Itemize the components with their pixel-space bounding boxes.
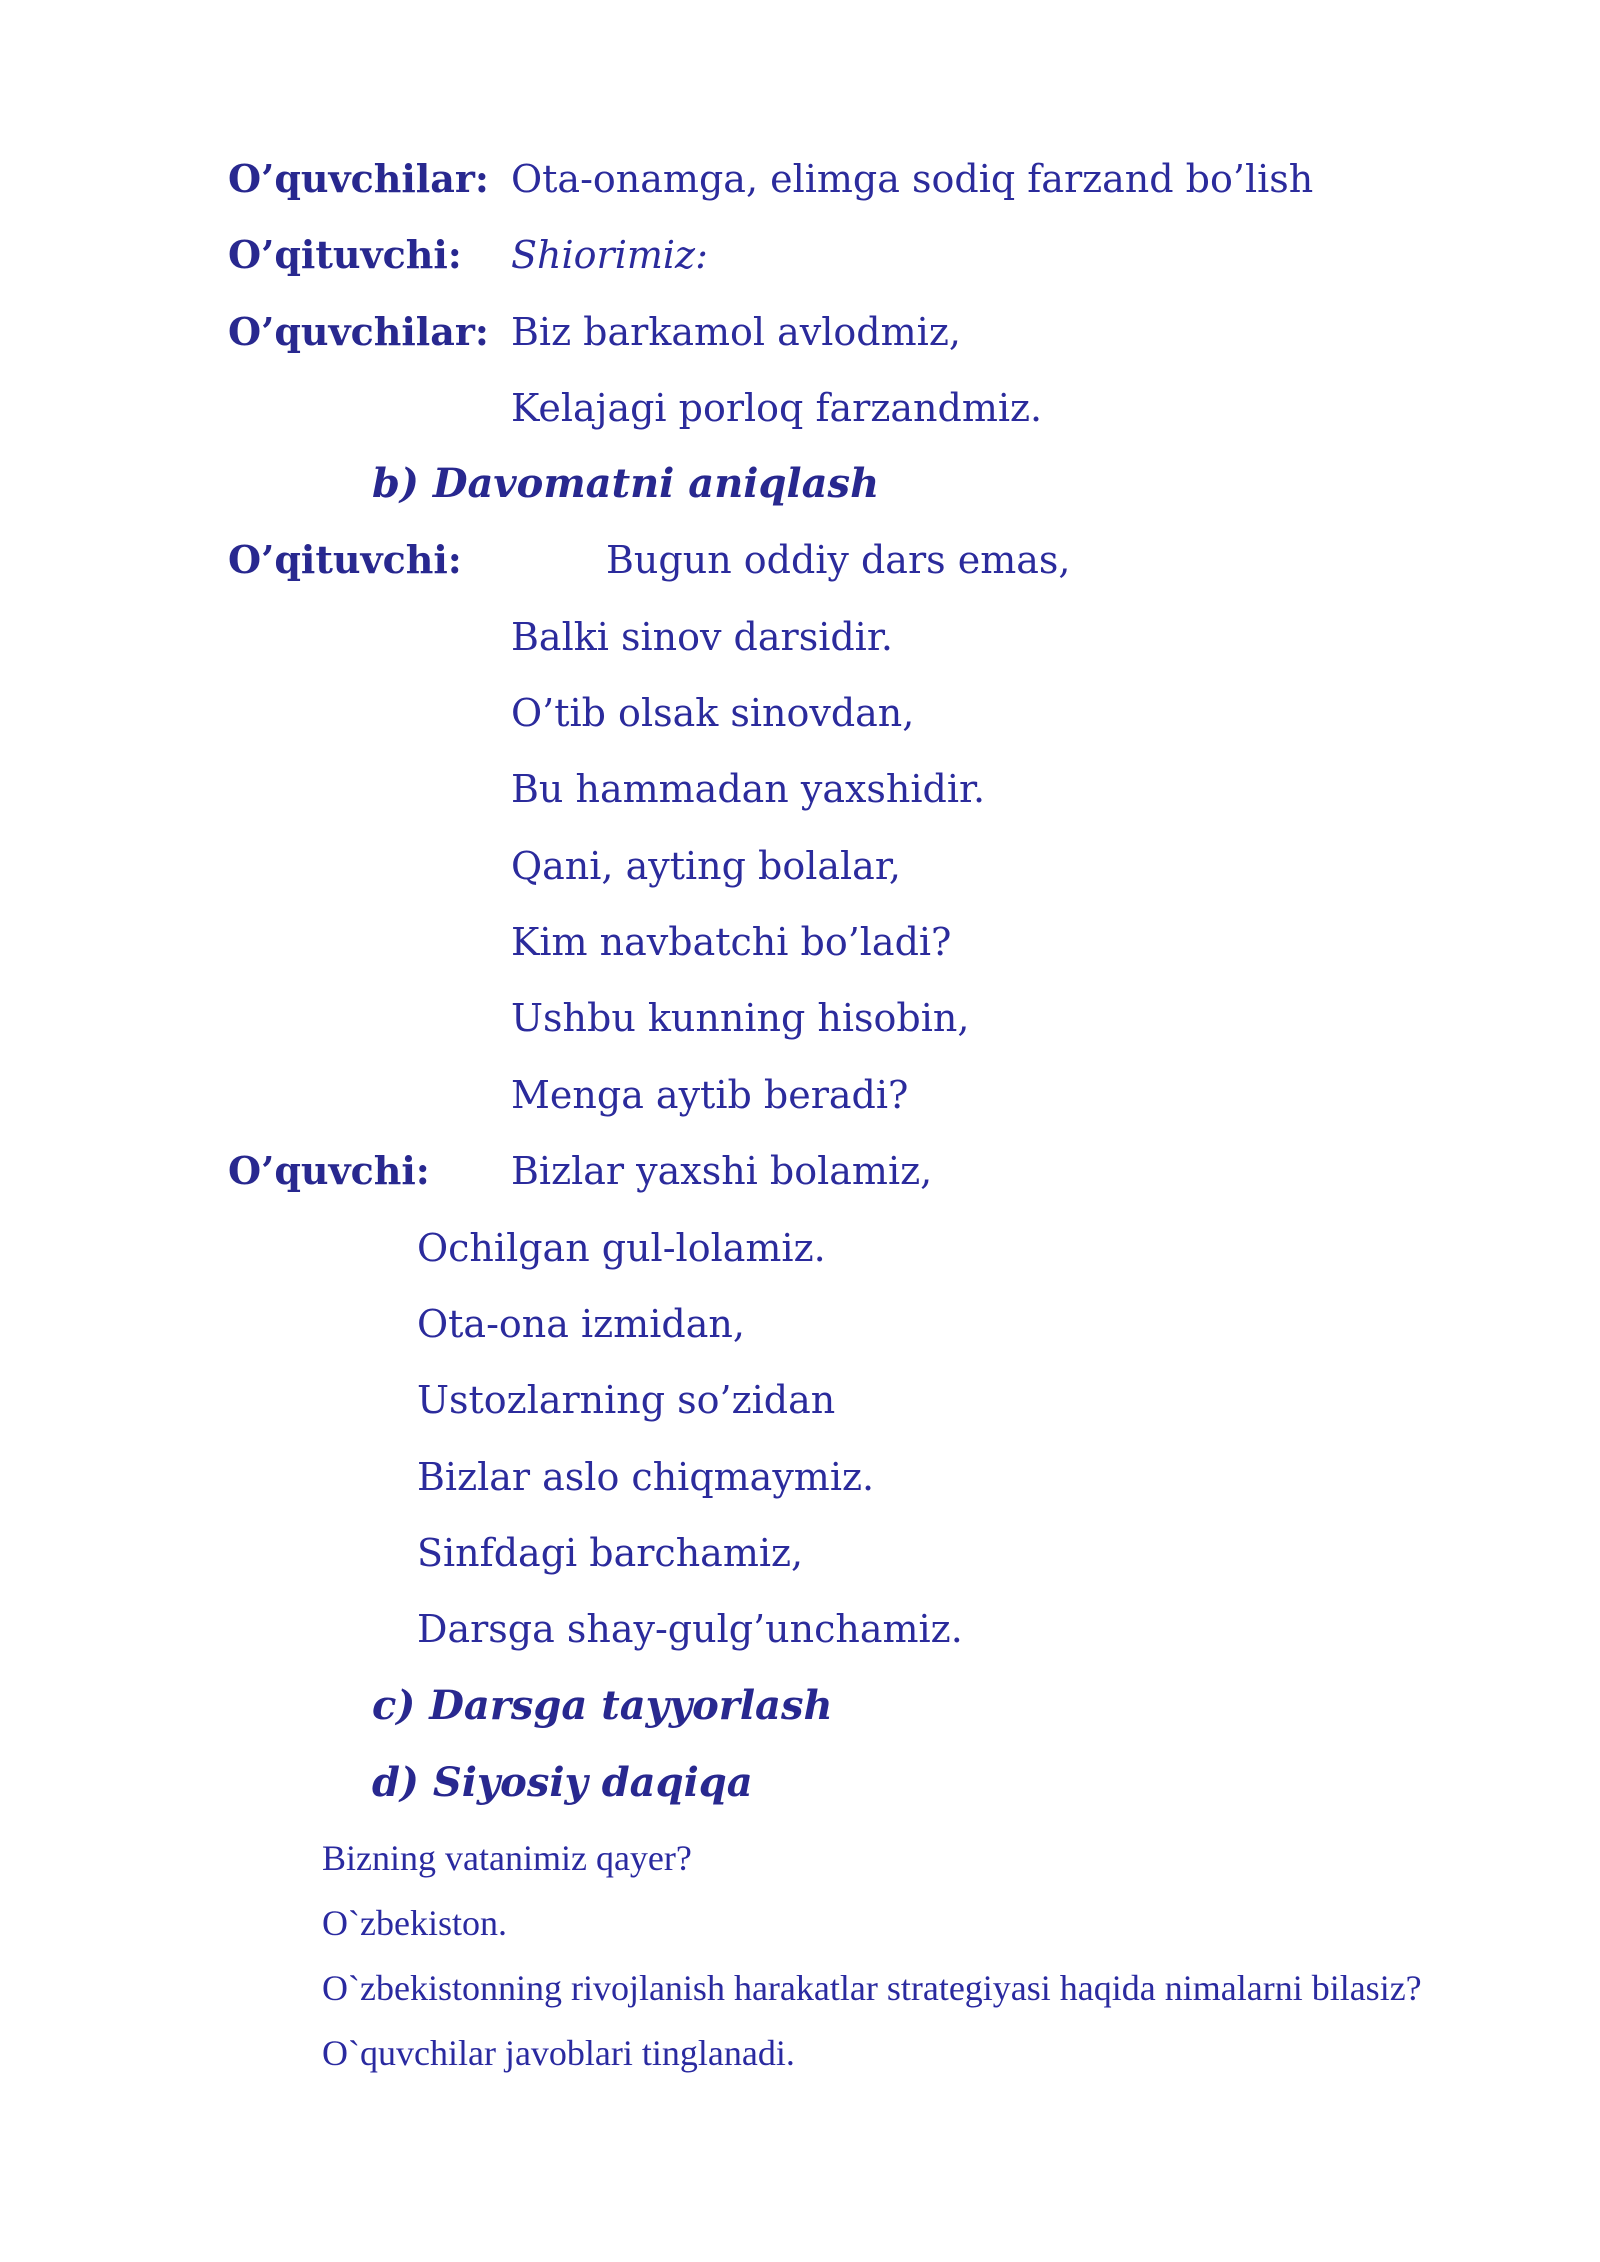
poem-line: Ota-ona izmidan,	[417, 1302, 745, 1346]
speaker-label: O’qituvchi:	[228, 537, 462, 582]
poem-line: Ushbu kunning hisobin,	[511, 996, 970, 1040]
answer-line: O`zbekiston.	[322, 1903, 507, 1943]
dialogue-line: Shiorimiz:	[511, 233, 708, 277]
poem-line: Sinfdagi barchamiz,	[417, 1531, 804, 1575]
speaker-label: O’qituvchi:	[228, 232, 462, 277]
dialogue-line: Kelajagi porloq farzandmiz.	[511, 386, 1043, 430]
poem-line: Ochilgan gul-lolamiz.	[417, 1226, 826, 1270]
question-line: O`zbekistonning rivojlanish harakatlar strategiyasi haqida nimalarni bilasiz?	[322, 1968, 1422, 2008]
answer-line: O`quvchilar javoblari tinglanadi.	[322, 2033, 795, 2073]
poem-line: Bizlar yaxshi bolamiz,	[511, 1149, 933, 1193]
speaker-label: O’quvchilar:	[228, 309, 489, 354]
question-line: Bizning vatanimiz qayer?	[322, 1838, 692, 1878]
section-heading: b) Davomatni aniqlash	[372, 460, 880, 507]
poem-line: Kim navbatchi bo’ladi?	[511, 920, 952, 964]
section-heading: d) Siyosiy daqiqa	[372, 1759, 753, 1806]
poem-line: Bugun oddiy dars emas,	[606, 538, 1071, 582]
dialogue-line: Ota-onamga, elimga sodiq farzand bo’lish	[511, 157, 1314, 201]
poem-line: Balki sinov darsidir.	[511, 615, 893, 659]
poem-line: Qani, ayting bolalar,	[511, 844, 901, 888]
dialogue-line: Biz barkamol avlodmiz,	[511, 310, 961, 354]
poem-line: Bizlar aslo chiqmaymiz.	[417, 1455, 875, 1499]
section-heading: c) Darsga tayyorlash	[372, 1682, 833, 1729]
poem-line: Darsga shay-gulg’unchamiz.	[417, 1607, 963, 1651]
poem-line: Ustozlarning so’zidan	[417, 1378, 836, 1422]
poem-line: Bu hammadan yaxshidir.	[511, 767, 986, 811]
poem-line: O’tib olsak sinovdan,	[511, 691, 915, 735]
speaker-label: O’quvchi:	[228, 1148, 430, 1193]
poem-line: Menga aytib beradi?	[511, 1073, 909, 1117]
speaker-label: O’quvchilar:	[228, 156, 489, 201]
